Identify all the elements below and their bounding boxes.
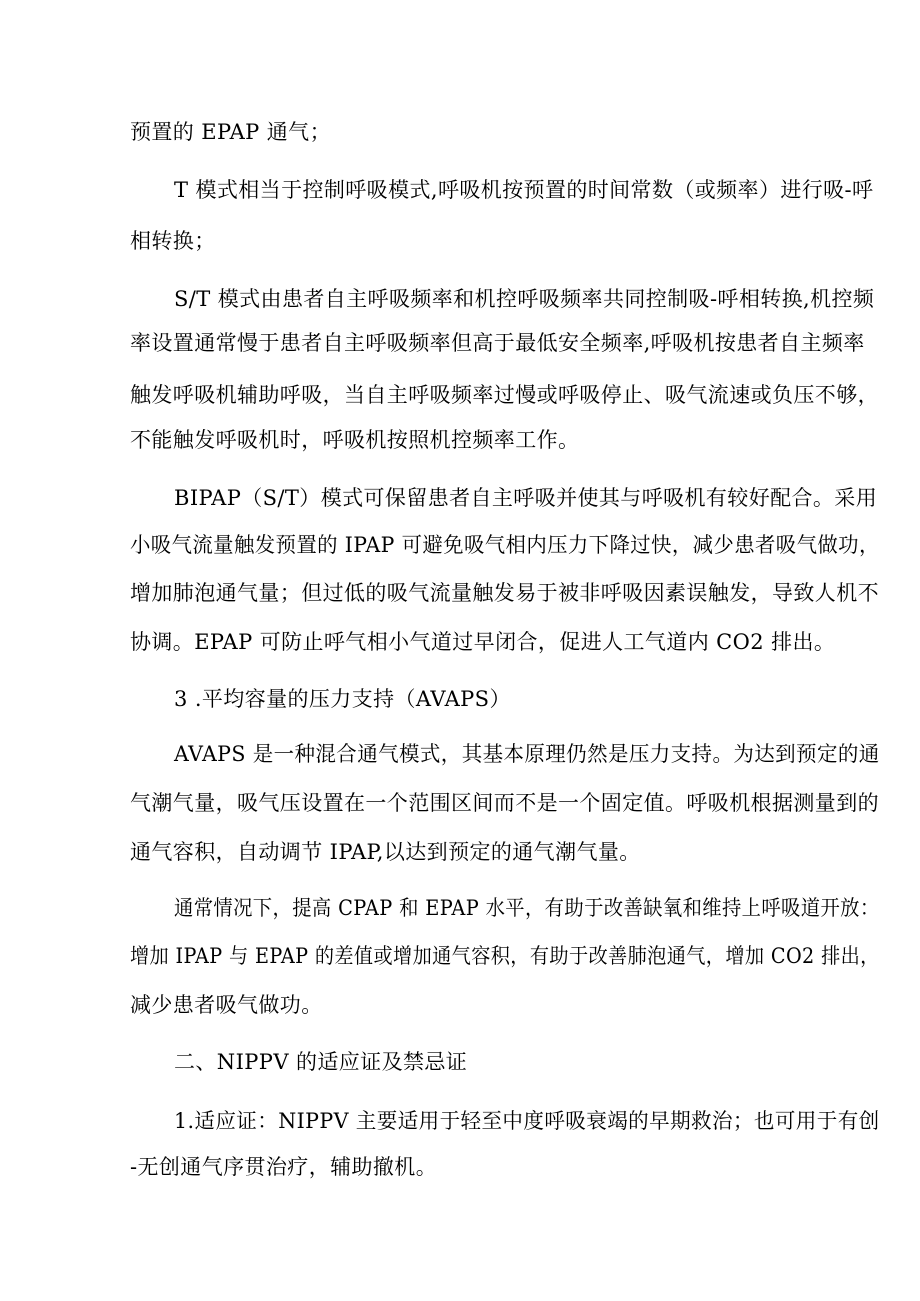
section-heading-avaps: 3 .平均容量的压力支持（AVAPS） [174,687,511,711]
text-line-5: 率设置通常慢于患者自主呼吸频率但高于最低安全频率,呼吸机按患者自主频率 [130,331,865,355]
text-line-10: 增加肺泡通气量；但过低的吸气流量触发易于被非呼吸因素误触发，导致人机不 [130,581,879,605]
text-line-3: 相转换； [130,229,216,253]
text-line-17: 增加 IPAP 与 EPAP 的差值或增加通气容积，有助于改善肺泡通气，增加 CO2 排出， [130,944,880,968]
text-line-21: -无创通气序贯治疗，辅助撤机。 [130,1155,438,1179]
text-line-11: 协调。EPAP 可防止呼气相小气道过早闭合，促进人工气道内 CO2 排出。 [130,630,836,654]
section-heading-nippv: 二、NIPPV 的适应证及禁忌证 [174,1050,468,1074]
text-line-2: T 模式相当于控制呼吸模式,呼吸机按预置的时间常数（或频率）进行吸-呼 [174,178,874,202]
text-line-6: 触发呼吸机辅助呼吸，当自主呼吸频率过慢或呼吸停止、吸气流速或负压不够， [130,383,879,407]
text-line-18: 减少患者吸气做功。 [130,993,323,1017]
text-line-15: 通气容积，自动调节 IPAP,以达到预定的通气潮气量。 [130,840,641,864]
text-line-14: 气潮气量，吸气压设置在一个范围区间而不是一个固定值。呼吸机根据测量到的 [130,791,879,815]
text-line-4: S/T 模式由患者自主呼吸频率和机控呼吸频率共同控制吸-呼相转换,机控频 [174,287,875,311]
text-line-20: 1.适应证：NIPPV 主要适用于轻至中度呼吸衰竭的早期救治；也可用于有创 [174,1109,880,1133]
text-line-16: 通常情况下，提高 CPAP 和 EPAP 水平，有助于改善缺氧和维持上呼吸道开放： [174,896,880,920]
text-line-9: 小吸气流量触发预置的 IPAP 可避免吸气相内压力下降过快，减少患者吸气做功， [130,533,880,557]
text-line-7: 不能触发呼吸机时，呼吸机按照机控频率工作。 [130,428,580,452]
text-line-13: AVAPS 是一种混合通气模式，其基本原理仍然是压力支持。为达到预定的通 [174,742,880,766]
text-line-8: BIPAP（S/T）模式可保留患者自主呼吸并使其与呼吸机有较好配合。采用 [174,486,878,510]
text-line-1: 预置的 EPAP 通气； [130,120,331,144]
